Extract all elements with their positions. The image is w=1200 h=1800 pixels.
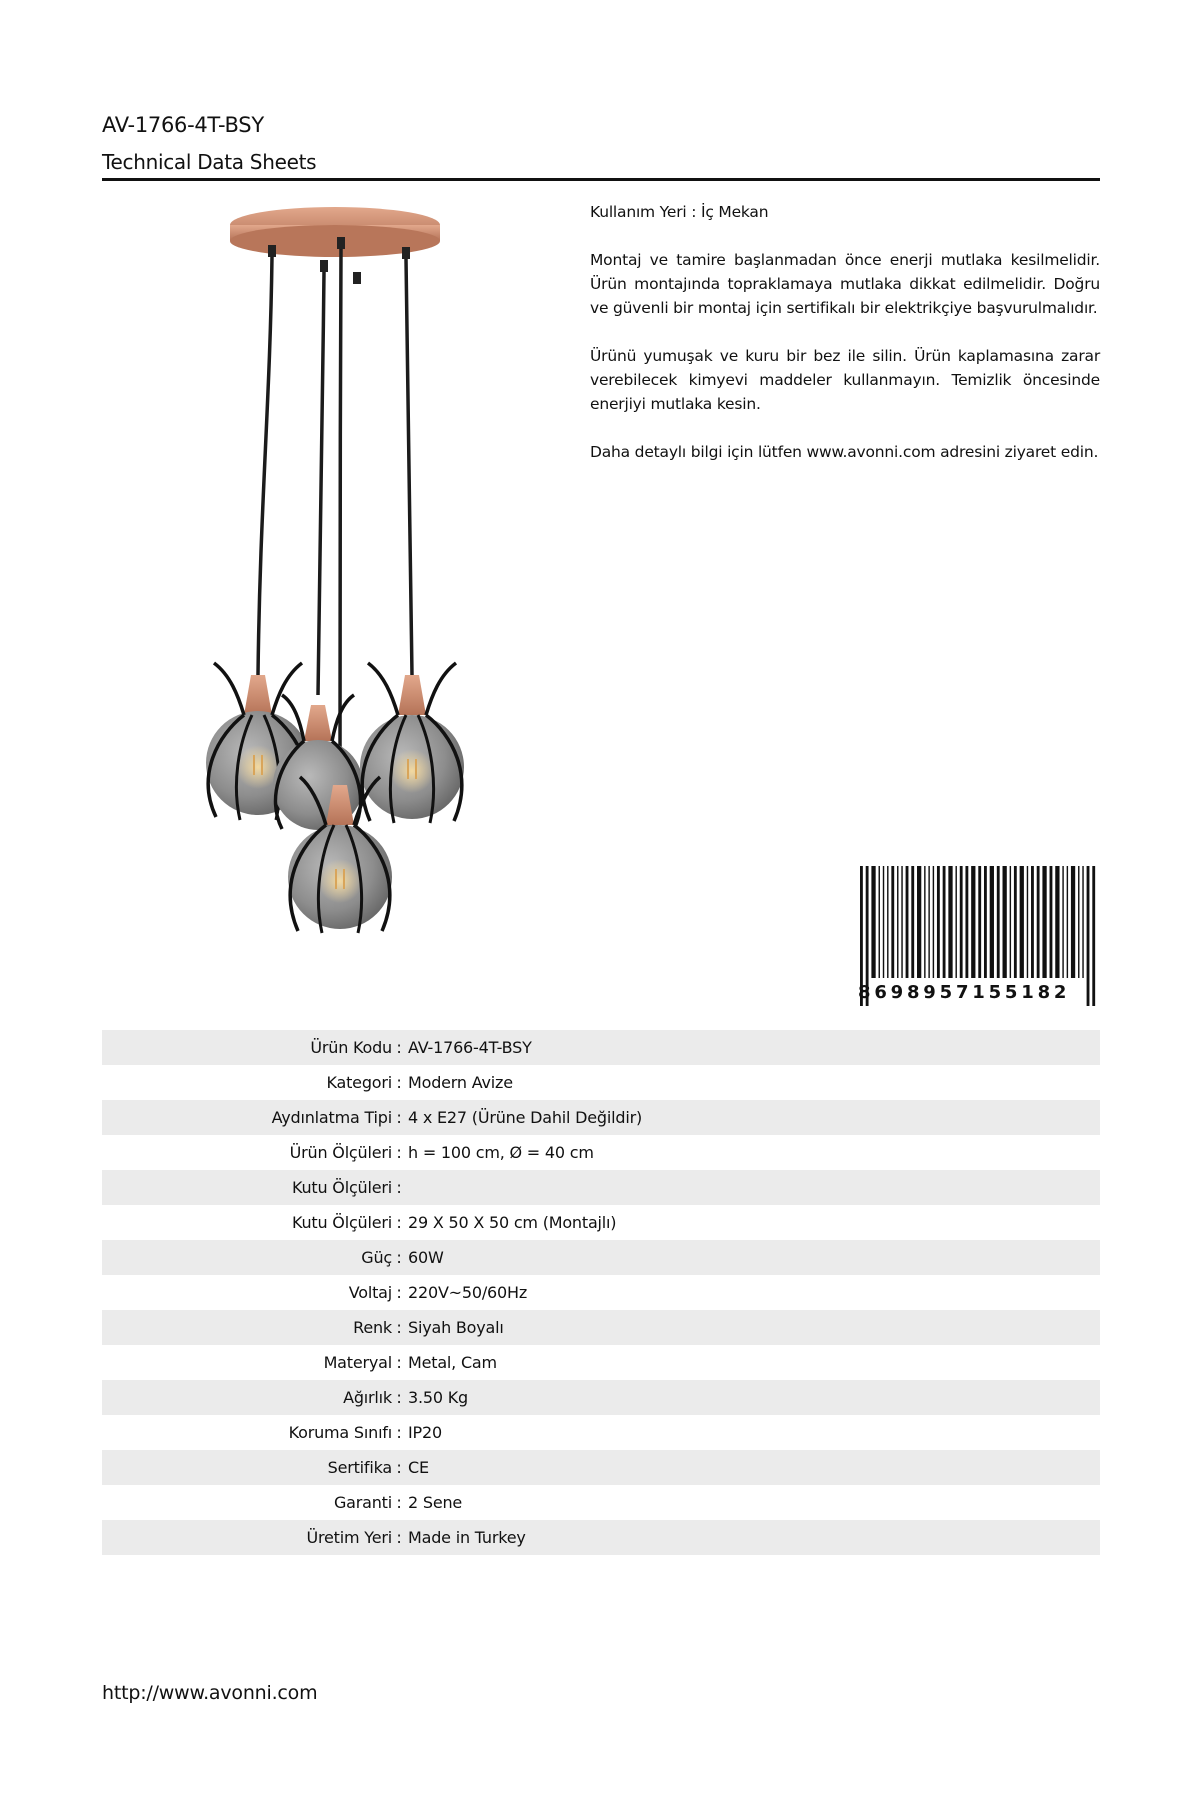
spec-label: Aydınlatma Tipi [102, 1100, 392, 1135]
spec-row [102, 1485, 1100, 1520]
barcode-bar [917, 866, 921, 978]
barcode-bar [984, 866, 987, 978]
spec-label: Koruma Sınıfı [288, 1423, 392, 1442]
barcode-bar [1014, 866, 1017, 978]
spec-separator: : [396, 1073, 402, 1092]
spec-label: Ürün Ölçüleri [289, 1143, 392, 1162]
barcode-bar [1037, 866, 1040, 978]
spec-label: Ağırlık [102, 1380, 392, 1415]
spec-value: Modern Avize [408, 1073, 513, 1092]
barcode-bar [937, 866, 940, 978]
spec-separator: : [392, 1030, 406, 1065]
spec-separator: : [396, 1143, 402, 1162]
spec-separator: : [392, 1380, 406, 1415]
header-divider [102, 178, 1100, 181]
barcode-bar [897, 866, 898, 978]
spec-value: 60W [406, 1240, 1100, 1275]
barcode-bar [978, 866, 981, 978]
spec-separator: : [392, 1170, 406, 1205]
spec-row [102, 1170, 1100, 1205]
barcode-bar [1050, 866, 1053, 978]
spec-row [102, 1030, 1100, 1065]
barcode-bar [928, 866, 929, 978]
spec-label: Kutu Ölçüleri [102, 1170, 392, 1205]
spec-label: Voltaj [348, 1283, 392, 1302]
spec-value: 2 Sene [408, 1493, 463, 1512]
spec-separator: : [392, 1100, 406, 1135]
barcode-bar [1071, 866, 1075, 978]
barcode-bar [887, 866, 888, 978]
spec-row [102, 1135, 1100, 1170]
barcode-bar [971, 866, 975, 978]
page-title: AV-1766-4T-BSY [102, 113, 264, 137]
spec-label: Sertifika [102, 1450, 392, 1485]
product-image [190, 205, 560, 965]
spec-label: Güç [102, 1240, 392, 1275]
spec-value: 4 x E27 (Ürüne Dahil Değildir) [406, 1100, 1100, 1135]
barcode-bar [891, 866, 894, 978]
barcode-bar [1062, 866, 1063, 978]
barcode-bar [997, 866, 1000, 978]
spec-separator: : [392, 1240, 406, 1275]
spec-separator: : [396, 1283, 402, 1302]
spec-separator: : [396, 1423, 402, 1442]
barcode-bar [960, 866, 963, 978]
barcode-bar [1020, 866, 1024, 978]
cleaning-text: Ürünü yumuşak ve kuru bir bez ile silin. Ürün kaplamasına zarar verebilecek kimyevi maddeler kullanmayın. Temizlik öncesinde enerjiyi mutlaka kesin. [590, 347, 1100, 413]
spec-row [102, 1415, 1100, 1450]
spec-value: 220V~50/60Hz [408, 1283, 528, 1302]
barcode-bar [1010, 866, 1011, 978]
spec-value: h = 100 cm, Ø = 40 cm [408, 1143, 594, 1162]
spec-row [102, 1205, 1100, 1240]
barcode-number: 8698957155182 [858, 982, 1071, 1003]
barcode-bar [924, 866, 925, 978]
spec-label: Materyal [323, 1353, 392, 1372]
spec-row [102, 1345, 1100, 1380]
spec-separator: : [396, 1493, 402, 1512]
document-subtitle: Technical Data Sheets [102, 150, 317, 174]
spec-value: AV-1766-4T-BSY [406, 1030, 1100, 1065]
spec-row [102, 1520, 1100, 1555]
spec-row [102, 1380, 1100, 1415]
spec-value: 3.50 Kg [406, 1380, 1100, 1415]
spec-value: CE [406, 1450, 1100, 1485]
spec-separator: : [392, 1310, 406, 1345]
spec-value: IP20 [408, 1423, 442, 1442]
spec-row [102, 1065, 1100, 1100]
barcode-bar [965, 866, 968, 978]
barcode-bar [990, 866, 994, 978]
spec-label: Kutu Ölçüleri [291, 1213, 392, 1232]
spec-row [102, 1450, 1100, 1485]
barcode-bar [1042, 866, 1046, 978]
spec-value: Siyah Boyalı [406, 1310, 1100, 1345]
barcode-bar [943, 866, 946, 978]
barcode-bar [1003, 866, 1007, 978]
page-header [102, 110, 1098, 176]
usage-text: Kullanım Yeri : İç Mekan [590, 203, 769, 221]
barcode-bar [955, 866, 956, 978]
spec-value [406, 1170, 1100, 1205]
spec-value: Metal, Cam [408, 1353, 497, 1372]
more-info-text: Daha detaylı bilgi için lütfen www.avonni.com adresini ziyaret edin. [590, 443, 1099, 461]
barcode-bar [906, 866, 909, 978]
footer-link[interactable]: http://www.avonni.com [102, 1682, 318, 1704]
barcode-bar [1082, 866, 1083, 978]
spec-value: 29 X 50 X 50 cm (Montajlı) [408, 1213, 617, 1232]
barcode-bar [1067, 866, 1068, 978]
spec-table [102, 1030, 1100, 1555]
spec-row [102, 1240, 1100, 1275]
spec-value: Made in Turkey [406, 1520, 1100, 1555]
spec-label: Garanti [333, 1493, 392, 1512]
info-panel [590, 200, 1100, 488]
safety-text: Montaj ve tamire başlanmadan önce enerji mutlaka kesilmelidir. Ürün montajında topraklamaya mutlaka dikkat edilmelidir. Doğru ve güvenli bir montaj için sertifikalı bir elektrikçiye başvurulmalıdır. [590, 251, 1100, 317]
barcode-bar [1055, 866, 1059, 978]
barcode-bar [933, 866, 934, 978]
spec-separator: : [392, 1520, 406, 1555]
barcode-bar [1031, 866, 1034, 978]
barcode-bar [1078, 866, 1079, 978]
spec-separator: : [396, 1353, 402, 1372]
spec-separator: : [396, 1213, 402, 1232]
barcode-bar [901, 866, 902, 978]
spec-label: Kategori [326, 1073, 392, 1092]
barcode-bar [879, 866, 880, 978]
spec-label: Üretim Yeri [102, 1520, 392, 1555]
spec-label: Ürün Kodu [102, 1030, 392, 1065]
barcode-bar [871, 866, 875, 978]
barcode-bar [948, 866, 952, 978]
spec-separator: : [392, 1450, 406, 1485]
spec-row [102, 1100, 1100, 1135]
spec-label: Renk [102, 1310, 392, 1345]
barcode-bar [911, 866, 914, 978]
barcode-bar [1027, 866, 1028, 978]
barcode-bar [883, 866, 884, 978]
spec-row [102, 1275, 1100, 1310]
spec-row [102, 1310, 1100, 1345]
